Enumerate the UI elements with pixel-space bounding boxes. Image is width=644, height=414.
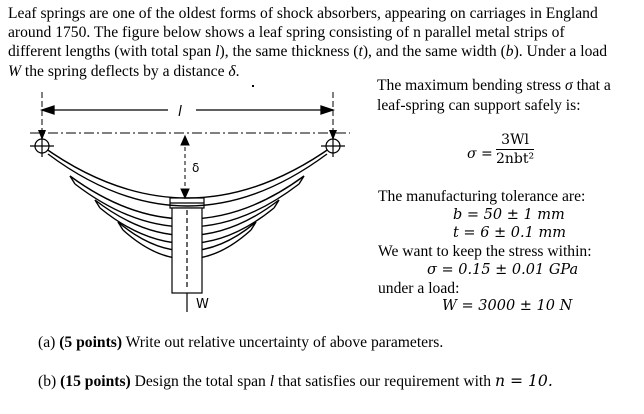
deflection-label: δ [192, 161, 200, 175]
spring-eye-left [30, 135, 54, 157]
tolerance-sigma: σ = 0.15 ± 0.01 GPa [427, 262, 579, 278]
stress-numerator: 3Wl [496, 132, 534, 150]
extension-lines [42, 92, 333, 145]
question-b: (b) (15 points) Design the total span l that satisfies our requirement with n = 10. [38, 372, 553, 390]
tolerance-heading: The manufacturing tolerance are: [378, 188, 586, 205]
span-label-l: l [178, 104, 182, 120]
leaf-spring-figure [0, 0, 370, 320]
intro-line-4: W the spring deflects by a distance δ. [8, 62, 240, 80]
tolerance-t: t = 6 ± 0.1 mm [453, 225, 566, 241]
stress-formula-lhs: σ = [467, 146, 493, 162]
spring-eye-right [321, 135, 345, 157]
intro-line-3: different lengths (with total span l), the same thickness (t), and the same width (b). Under a load [8, 43, 608, 61]
stress-denominator: 2nbt² [496, 151, 535, 167]
tolerance-W: W = 3000 ± 10 N [442, 298, 573, 314]
load-heading: under a load: [378, 280, 460, 297]
stress-text-line-1: The maximum bending stress σ that a [377, 77, 611, 94]
intro-line-1: Leaf springs are one of the oldest forms of shock absorbers, appearing on carriages in England [8, 5, 598, 22]
stress-range-heading: We want to keep the stress within: [378, 243, 592, 260]
tolerance-b: b = 50 ± 1 mm [453, 207, 565, 223]
stress-text-line-2: leaf-spring can support safely is: [377, 97, 581, 114]
question-a: (a) (5 points) Write out relative uncertainty of above parameters. [38, 334, 444, 351]
center-clamp [170, 198, 204, 293]
deflection-arrow [181, 136, 189, 198]
intro-line-2: around 1750. The figure below shows a leaf spring consisting of n parallel metal strips of [8, 24, 565, 42]
stress-formula-fraction [496, 132, 534, 167]
support-arrows [38, 130, 337, 140]
figure-dot [252, 85, 254, 87]
span-dimension-arrow [42, 106, 333, 114]
load-label-W: W [196, 297, 209, 312]
